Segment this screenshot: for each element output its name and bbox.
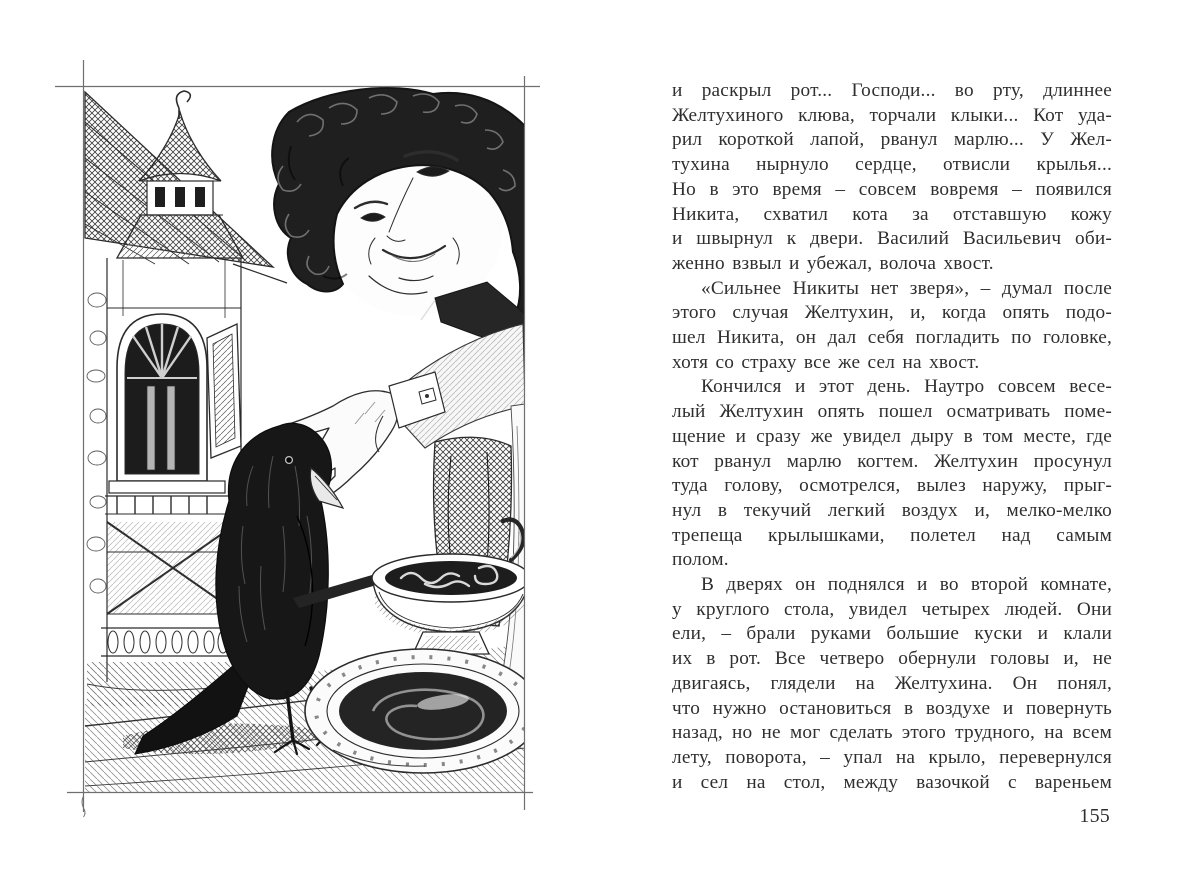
text-line: шел Никита, он дал себя погладить по головке,: [672, 327, 1112, 349]
text-line: их в рот. Все четверо обернули головы и, не: [672, 648, 1112, 670]
text-line: и швырнул к двери. Василий Васильевич оби-: [672, 228, 1112, 250]
plate-drawing: [305, 649, 541, 773]
text-line: полом.: [672, 549, 729, 571]
text-line: рил короткой лапой, рванул марлю... У Жел-: [672, 129, 1112, 151]
text-line: туда голову, осмотрелся, вылез наружу, прыг-: [672, 475, 1112, 497]
text-line: хотя со страху все же сел на хвост.: [672, 351, 980, 373]
text-line: лету, поворота, – упал на крыло, перевернулся: [672, 746, 1112, 768]
text-line: ели, – брали руками большие куски и клали: [672, 623, 1112, 645]
text-line: и сел на стол, между вазочкой с вареньем: [672, 771, 1112, 793]
text-line: В дверях он поднялся и во второй комнате,: [701, 574, 1112, 596]
story-text: [672, 79, 1112, 829]
text-line: у круглого стола, увидел четырех людей. Они: [672, 598, 1112, 620]
text-line: назад, но не мог сделать этого трудного, на всем: [672, 722, 1112, 744]
text-line: нул в текучий легкий воздух и, мелко-мелко: [672, 499, 1112, 521]
illustration-plate: [83, 86, 525, 793]
text-line: Но в это время – совсем вовремя – появился: [672, 178, 1112, 200]
text-line: и раскрыл рот... Господи... во рту, длиннее: [672, 80, 1112, 101]
text-line: двигаясь, глядели на Желтухина. Он понял,: [672, 672, 1112, 694]
text-line: что нужно остановиться в воздухе и повернуть: [672, 697, 1112, 719]
text-line: женно взвыл и убежал, волоча хвост.: [672, 252, 994, 274]
text-line: лый Желтухин опять пошел осматривать поме-: [672, 401, 1112, 423]
text-line: трепеща крылышками, полетел над самым: [672, 524, 1112, 546]
text-line: Кончился и этот день. Наутро совсем весе-: [701, 376, 1112, 398]
text-line: тухина нырнуло сердце, отвисли крылья...: [672, 154, 1112, 176]
text-line: щение и сразу же увидел дыру в том месте, где: [672, 425, 1112, 447]
illustration-drawing: [83, 86, 525, 793]
text-line: Никита, схватил кота за отставшую кожу: [672, 203, 1112, 225]
page-number: 155: [1079, 805, 1110, 828]
text-line: «Сильнее Никиты нет зверя», – думал после: [701, 277, 1112, 299]
text-line: этого случая Желтухин, и, когда опять подо-: [672, 302, 1112, 324]
text-line: кот рванул марлю когтем. Желтухин просунул: [672, 450, 1112, 472]
story-lines: [672, 79, 1112, 795]
text-line: Желтухиного клюва, торчали клыки... Кот уда-: [672, 104, 1112, 126]
